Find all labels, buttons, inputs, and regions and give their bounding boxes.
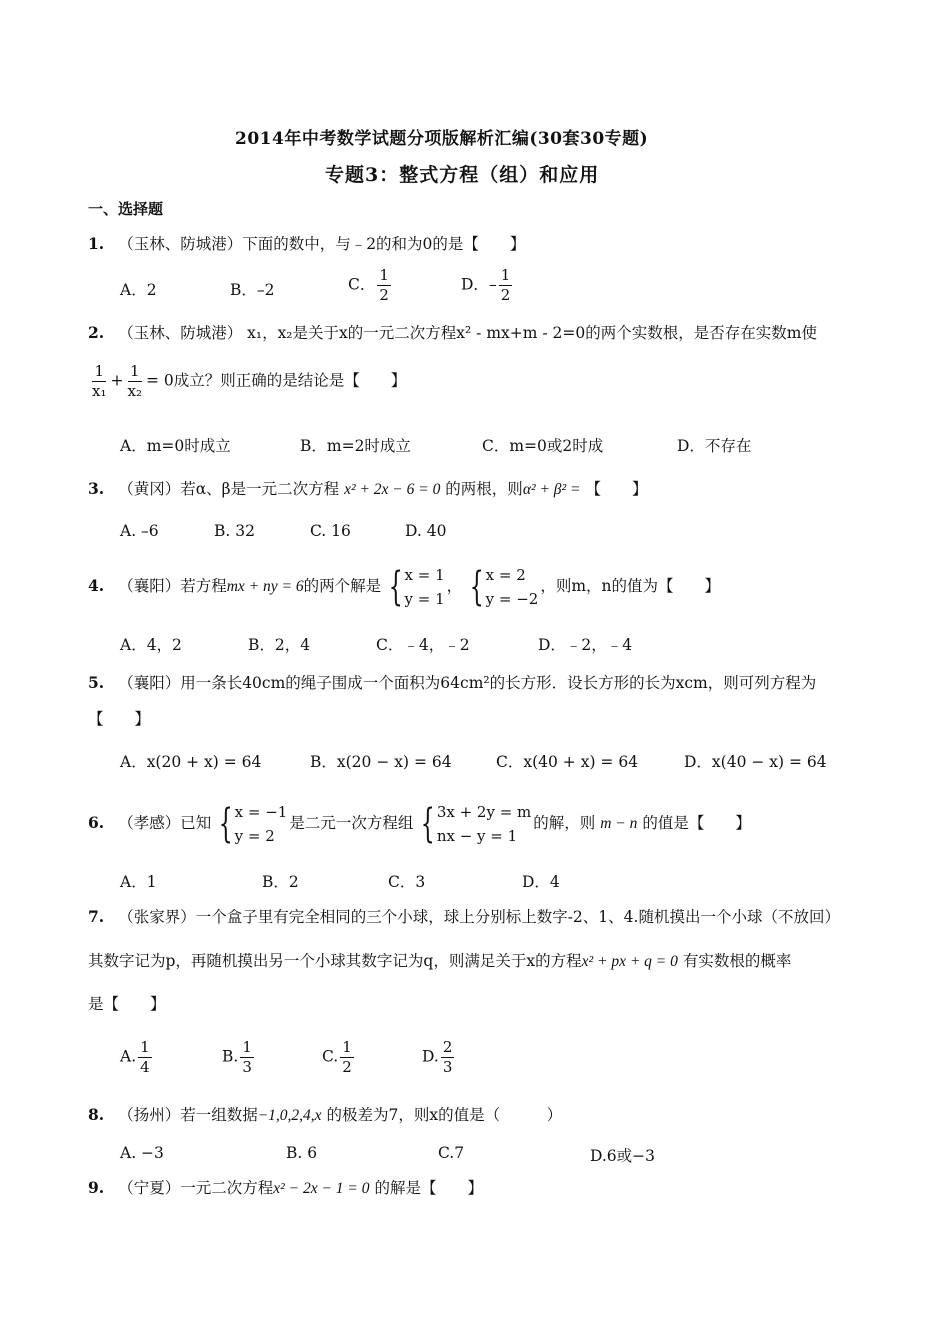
question-text: （玉林、防城港） x₁，x₂是关于x的一元二次方程x² - mx+m - 2=0的两个实数根，是否存在实数m使	[118, 324, 817, 342]
question-2-line2: $\frac{1}{\text{x₁}}$ + $\frac{1}{\text{x₂}}$ = 0成立？则正确的是结论是【 】	[92, 362, 407, 400]
q5-option-c: C．x(40 + x) = 64	[496, 753, 639, 771]
q4-option-c: C．﹣4，﹣2	[376, 636, 470, 654]
question-4: 4. （襄阳）若方程mx + ny = 6的两个解是 { x = 1 y = 1 ， { x = 2 y = −2 ，则m，n的值为【 】	[88, 564, 721, 610]
q8-option-b: B. 6	[286, 1144, 318, 1162]
document-subtitle: 专题3：整式方程（组）和应用	[325, 164, 600, 186]
q8-option-c: C.7	[438, 1144, 465, 1162]
equation-system: { 3x + 2y = m nx − y = 1	[421, 801, 532, 847]
question-6: 6. （孝感）已知 { x = −1 y = 2 是二元一次方程组 { 3x + 2y = m nx − y = 1 的解，则 m − n 的值是【 】	[88, 801, 751, 847]
q4-option-b: B．2，4	[248, 636, 311, 654]
question-3: 3. （黄冈）若α、β是一元二次方程 x² + 2x − 6 = 0 的两根，则α² + β² = 【 】	[88, 479, 648, 498]
question-2: 2. （玉林、防城港） x₁，x₂是关于x的一元二次方程x² - mx+m - 2=0的两个实数根，是否存在实数m使	[88, 323, 817, 342]
equation: x² + 2x − 6 = 0	[344, 481, 441, 498]
document-title: 2014年中考数学试题分项版解析汇编(30套30专题)	[235, 129, 649, 149]
section-heading: 一、选择题	[88, 200, 164, 218]
q3-option-d: D. 40	[405, 522, 447, 540]
q6-option-d: D．4	[522, 873, 560, 891]
q7-option-c: C. $\frac{1}{2}$	[322, 1038, 352, 1076]
q6-option-c: C．3	[388, 873, 426, 891]
equation: α² + β² =	[522, 481, 581, 498]
q4-option-a: A．4，2	[120, 636, 182, 654]
question-number: 1.	[88, 234, 105, 253]
q3-option-c: C. 16	[310, 522, 351, 540]
q6-option-b: B．2	[262, 873, 299, 891]
q3-option-a: A. –6	[120, 522, 159, 540]
question-5: 5. （襄阳）用一条长40cm的绳子围成一个面积为64cm²的长方形．设长方形的长为xcm，则可列方程为	[88, 673, 817, 692]
question-7-line3: 是【 】	[88, 995, 166, 1013]
q2-option-d: D．不存在	[677, 437, 752, 455]
question-8: 8. （扬州）若一组数据−1,0,2,4,x 的极差为7，则x的值是（ ）	[88, 1105, 563, 1124]
q3-option-b: B. 32	[214, 522, 255, 540]
q1-option-a: A．2	[120, 281, 157, 299]
q7-option-a: A. $\frac{1}{4}$	[120, 1038, 150, 1076]
q1-option-c: C． $\frac{1}{2}$	[348, 266, 389, 304]
q1-option-d: D．– $\frac{1}{2}$	[461, 266, 511, 304]
question-7-line2: 其数字记为p，再随机摸出另一个小球其数字记为q，则满足关于x的方程x² + px + q = 0 有实数根的概率	[88, 952, 792, 970]
q4-option-d: D．﹣2，﹣4	[538, 636, 633, 654]
question-7: 7. （张家界）一个盒子里有完全相同的三个小球，球上分别标上数字-2、1、4.随机摸出一个小球（不放回）	[88, 907, 840, 926]
q5-option-b: B．x(20 − x) = 64	[310, 753, 452, 771]
equation-system: { x = 2 y = −2	[469, 564, 539, 610]
q7-option-d: D. $\frac{2}{3}$	[422, 1038, 453, 1076]
question-1	[88, 233, 525, 255]
q2-option-c: C．m=0或2时成	[482, 437, 604, 455]
q2-option-b: B．m=2时成立	[300, 437, 411, 455]
q5-option-a: A．x(20 + x) = 64	[120, 753, 262, 771]
q6-option-a: A．1	[120, 873, 157, 891]
question-5-line2: 【 】	[88, 710, 151, 728]
q8-option-a: A. −3	[120, 1144, 164, 1162]
q7-option-b: B. $\frac{1}{3}$	[222, 1038, 252, 1076]
q5-option-d: D．x(40 − x) = 64	[684, 753, 827, 771]
q8-option-d: D.6或−3	[590, 1147, 656, 1165]
equation-system: { x = 1 y = 1	[388, 564, 445, 610]
q2-option-a: A．m=0时成立	[120, 437, 231, 455]
q1-option-b: B．–2	[230, 281, 275, 299]
question-9: 9. （宁夏）一元二次方程x² − 2x − 1 = 0 的解是【 】	[88, 1178, 483, 1197]
equation-system: { x = −1 y = 2	[218, 801, 288, 847]
question-text: （玉林、防城港）下面的数中，与﹣2的和为0的是【 】	[118, 235, 526, 253]
